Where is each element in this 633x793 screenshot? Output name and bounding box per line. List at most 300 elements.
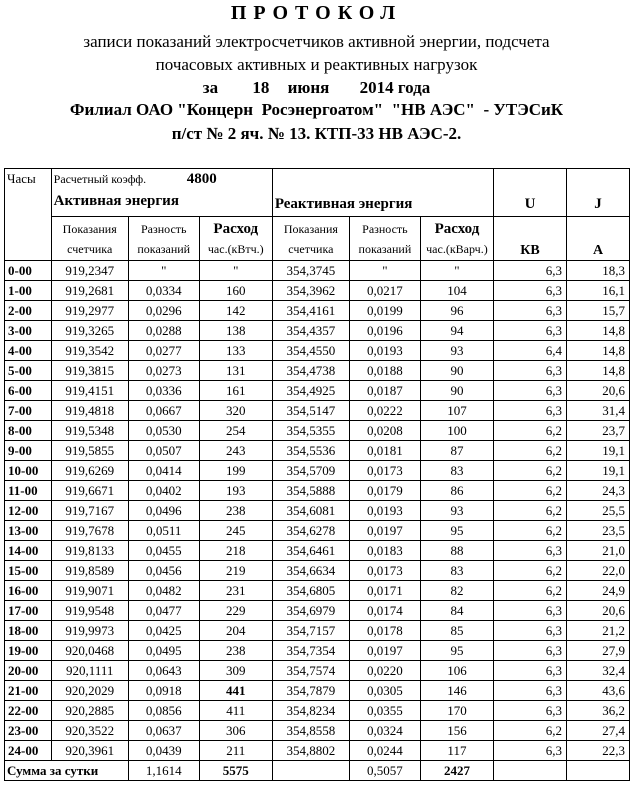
active-reading-cell: 919,5348 bbox=[51, 421, 128, 441]
current-cell: 43,6 bbox=[567, 681, 630, 701]
reactive-reading-cell: 354,6634 bbox=[272, 561, 349, 581]
active-flow-cell: 199 bbox=[199, 461, 272, 481]
u-header bbox=[493, 169, 566, 217]
active-readings-line2: счетчика bbox=[67, 241, 113, 256]
current-cell: 36,2 bbox=[567, 701, 630, 721]
active-diff-cell: 0,0495 bbox=[128, 641, 199, 661]
hour-cell: 11-00 bbox=[5, 481, 52, 501]
active-diff-line1: Разность bbox=[140, 221, 187, 236]
current-cell: 22,0 bbox=[567, 561, 630, 581]
table-row bbox=[5, 681, 630, 701]
active-flow-cell: 133 bbox=[199, 341, 272, 361]
current-cell: 18,3 bbox=[567, 261, 630, 281]
current-cell: 32,4 bbox=[567, 661, 630, 681]
active-flow-cell: 245 bbox=[199, 521, 272, 541]
reactive-diff-cell: 0,0244 bbox=[349, 741, 420, 761]
readings-table bbox=[4, 168, 630, 781]
voltage-cell: 6,3 bbox=[493, 261, 566, 281]
current-cell: 24,9 bbox=[567, 581, 630, 601]
reactive-flow-cell: " bbox=[420, 261, 493, 281]
active-flow-header bbox=[199, 217, 272, 261]
table-header bbox=[5, 169, 630, 261]
active-reading-cell: 919,3265 bbox=[51, 321, 128, 341]
table-row bbox=[5, 541, 630, 561]
current-cell: 14,8 bbox=[567, 321, 630, 341]
reactive-diff-header bbox=[349, 217, 420, 261]
active-flow-cell: 243 bbox=[199, 441, 272, 461]
active-reading-cell: 919,7678 bbox=[51, 521, 128, 541]
reactive-flow-cell: 170 bbox=[420, 701, 493, 721]
hour-cell: 23-00 bbox=[5, 721, 52, 741]
hour-cell: 15-00 bbox=[5, 561, 52, 581]
reactive-reading-cell: 354,6278 bbox=[272, 521, 349, 541]
active-reading-cell: 919,8133 bbox=[51, 541, 128, 561]
date-day: 18 bbox=[252, 78, 270, 97]
totals-reactive-diff: 0,5057 bbox=[349, 761, 420, 781]
reactive-flow-cell: 106 bbox=[420, 661, 493, 681]
current-cell: 27,9 bbox=[567, 641, 630, 661]
reactive-readings-line1: Показания bbox=[283, 221, 338, 236]
active-reading-cell: 919,4818 bbox=[51, 401, 128, 421]
active-diff-cell: 0,0439 bbox=[128, 741, 199, 761]
reactive-flow-cell: 90 bbox=[420, 361, 493, 381]
active-reading-cell: 920,1111 bbox=[51, 661, 128, 681]
active-flow-cell: 309 bbox=[199, 661, 272, 681]
current-cell: 23,5 bbox=[567, 521, 630, 541]
reactive-reading-cell: 354,5147 bbox=[272, 401, 349, 421]
hour-cell: 16-00 bbox=[5, 581, 52, 601]
totals-reactive-readings bbox=[272, 761, 349, 781]
reactive-flow-cell: 83 bbox=[420, 561, 493, 581]
active-reading-cell: 919,8589 bbox=[51, 561, 128, 581]
reactive-reading-cell: 354,8558 bbox=[272, 721, 349, 741]
reactive-diff-cell: 0,0197 bbox=[349, 521, 420, 541]
coef-label: Расчетный коэфф. bbox=[53, 172, 147, 186]
reactive-diff-line2: показаний bbox=[358, 241, 412, 256]
current-cell: 22,3 bbox=[567, 741, 630, 761]
reactive-flow-cell: 93 bbox=[420, 341, 493, 361]
voltage-cell: 6,2 bbox=[493, 501, 566, 521]
protocol-subtitle-line1: записи показаний электросчетчиков активной энергии, подсчета bbox=[83, 32, 550, 51]
table-row bbox=[5, 701, 630, 721]
reactive-reading-cell: 354,4161 bbox=[272, 301, 349, 321]
reactive-flow-cell: 117 bbox=[420, 741, 493, 761]
voltage-cell: 6,2 bbox=[493, 581, 566, 601]
active-reading-cell: 919,3542 bbox=[51, 341, 128, 361]
active-flow-cell: 204 bbox=[199, 621, 272, 641]
hour-cell: 12-00 bbox=[5, 501, 52, 521]
protocol-title: ПРОТОКОЛ bbox=[230, 2, 403, 24]
current-cell: 27,4 bbox=[567, 721, 630, 741]
table-row bbox=[5, 561, 630, 581]
reactive-reading-cell: 354,4550 bbox=[272, 341, 349, 361]
table-row bbox=[5, 661, 630, 681]
active-reading-cell: 920,2029 bbox=[51, 681, 128, 701]
reactive-flow-cell: 95 bbox=[420, 641, 493, 661]
active-reading-cell: 919,9973 bbox=[51, 621, 128, 641]
active-flow-cell: 131 bbox=[199, 361, 272, 381]
hour-cell: 6-00 bbox=[5, 381, 52, 401]
active-diff-cell: " bbox=[128, 261, 199, 281]
active-reading-cell: 920,2885 bbox=[51, 701, 128, 721]
active-diff-cell: 0,0334 bbox=[128, 281, 199, 301]
reactive-diff-cell: 0,0208 bbox=[349, 421, 420, 441]
j-unit: А bbox=[567, 217, 630, 261]
reactive-flow-cell: 86 bbox=[420, 481, 493, 501]
active-diff-cell: 0,0511 bbox=[128, 521, 199, 541]
table-row bbox=[5, 421, 630, 441]
voltage-cell: 6,3 bbox=[493, 401, 566, 421]
totals-reactive-flow: 2427 bbox=[420, 761, 493, 781]
table-row bbox=[5, 721, 630, 741]
reactive-diff-cell: 0,0193 bbox=[349, 341, 420, 361]
active-diff-cell: 0,0496 bbox=[128, 501, 199, 521]
hour-cell: 22-00 bbox=[5, 701, 52, 721]
active-reading-cell: 919,2347 bbox=[51, 261, 128, 281]
reactive-reading-cell: 354,4357 bbox=[272, 321, 349, 341]
branch-name: Филиал ОАО "Концерн Росэнергоатом" "НВ АЭС" - УТЭСиК bbox=[69, 100, 564, 119]
reactive-diff-cell: 0,0193 bbox=[349, 501, 420, 521]
active-diff-cell: 0,0277 bbox=[128, 341, 199, 361]
current-cell: 19,1 bbox=[567, 441, 630, 461]
table-row bbox=[5, 741, 630, 761]
voltage-cell: 6,3 bbox=[493, 641, 566, 661]
reactive-reading-cell: 354,4738 bbox=[272, 361, 349, 381]
voltage-cell: 6,3 bbox=[493, 281, 566, 301]
active-flow-cell: 219 bbox=[199, 561, 272, 581]
reactive-flow-cell: 83 bbox=[420, 461, 493, 481]
reactive-flow-cell: 90 bbox=[420, 381, 493, 401]
current-cell: 14,8 bbox=[567, 361, 630, 381]
active-diff-cell: 0,0414 bbox=[128, 461, 199, 481]
reactive-flow-cell: 95 bbox=[420, 521, 493, 541]
current-cell: 23,7 bbox=[567, 421, 630, 441]
active-diff-cell: 0,0402 bbox=[128, 481, 199, 501]
voltage-cell: 6,3 bbox=[493, 361, 566, 381]
date-prefix: за bbox=[202, 78, 219, 97]
table-row bbox=[5, 481, 630, 501]
reactive-diff-cell: 0,0196 bbox=[349, 321, 420, 341]
active-reading-cell: 919,7167 bbox=[51, 501, 128, 521]
active-reading-cell: 919,3815 bbox=[51, 361, 128, 381]
table-row bbox=[5, 281, 630, 301]
table-row bbox=[5, 401, 630, 421]
reactive-diff-cell: 0,0174 bbox=[349, 601, 420, 621]
table-row bbox=[5, 461, 630, 481]
reactive-diff-line1: Разность bbox=[362, 221, 408, 236]
active-energy-header bbox=[51, 169, 272, 217]
table-row bbox=[5, 261, 630, 281]
active-flow-cell: 238 bbox=[199, 501, 272, 521]
reactive-diff-cell: 0,0173 bbox=[349, 461, 420, 481]
active-reading-cell: 920,0468 bbox=[51, 641, 128, 661]
reactive-readings-line2: счетчика bbox=[288, 241, 334, 256]
hours-header: Часы bbox=[5, 169, 52, 261]
table-row bbox=[5, 601, 630, 621]
voltage-cell: 6,3 bbox=[493, 661, 566, 681]
active-flow-cell: 320 bbox=[199, 401, 272, 421]
hour-cell: 4-00 bbox=[5, 341, 52, 361]
active-diff-line2: показаний bbox=[137, 241, 191, 256]
current-cell: 16,1 bbox=[567, 281, 630, 301]
hour-cell: 3-00 bbox=[5, 321, 52, 341]
table-row bbox=[5, 581, 630, 601]
reactive-diff-cell: 0,0188 bbox=[349, 361, 420, 381]
voltage-cell: 6,2 bbox=[493, 421, 566, 441]
current-cell: 21,0 bbox=[567, 541, 630, 561]
reactive-diff-cell: 0,0179 bbox=[349, 481, 420, 501]
voltage-cell: 6,2 bbox=[493, 461, 566, 481]
active-diff-cell: 0,0336 bbox=[128, 381, 199, 401]
hour-cell: 10-00 bbox=[5, 461, 52, 481]
reactive-diff-cell: 0,0181 bbox=[349, 441, 420, 461]
reactive-diff-cell: 0,0187 bbox=[349, 381, 420, 401]
active-diff-cell: 0,0667 bbox=[128, 401, 199, 421]
current-cell: 21,2 bbox=[567, 621, 630, 641]
hour-cell: 17-00 bbox=[5, 601, 52, 621]
active-reading-cell: 919,2977 bbox=[51, 301, 128, 321]
u-unit: КВ bbox=[493, 217, 566, 261]
active-reading-cell: 919,4151 bbox=[51, 381, 128, 401]
reactive-flow-cell: 82 bbox=[420, 581, 493, 601]
active-diff-cell: 0,0637 bbox=[128, 721, 199, 741]
totals-active-flow: 5575 bbox=[199, 761, 272, 781]
reactive-diff-cell: 0,0178 bbox=[349, 621, 420, 641]
reactive-flow-line2: час.(кВарч.) bbox=[426, 241, 488, 256]
reactive-diff-cell: " bbox=[349, 261, 420, 281]
active-reading-cell: 919,6269 bbox=[51, 461, 128, 481]
reactive-flow-cell: 94 bbox=[420, 321, 493, 341]
u-label: U bbox=[524, 196, 536, 212]
current-cell: 31,4 bbox=[567, 401, 630, 421]
reactive-diff-cell: 0,0220 bbox=[349, 661, 420, 681]
active-diff-cell: 0,0643 bbox=[128, 661, 199, 681]
active-flow-cell: 142 bbox=[199, 301, 272, 321]
reactive-readings-header bbox=[272, 217, 349, 261]
protocol-date bbox=[0, 78, 633, 98]
voltage-cell: 6,3 bbox=[493, 381, 566, 401]
reactive-flow-cell: 84 bbox=[420, 601, 493, 621]
active-diff-cell: 0,0456 bbox=[128, 561, 199, 581]
table-row bbox=[5, 361, 630, 381]
active-diff-cell: 0,0455 bbox=[128, 541, 199, 561]
hour-cell: 18-00 bbox=[5, 621, 52, 641]
active-flow-line1: Расход bbox=[213, 220, 259, 237]
active-flow-cell: " bbox=[199, 261, 272, 281]
voltage-cell: 6,2 bbox=[493, 721, 566, 741]
active-diff-cell: 0,0918 bbox=[128, 681, 199, 701]
active-flow-cell: 193 bbox=[199, 481, 272, 501]
hour-cell: 21-00 bbox=[5, 681, 52, 701]
totals-active-diff: 1,1614 bbox=[128, 761, 199, 781]
active-flow-cell: 231 bbox=[199, 581, 272, 601]
reactive-diff-cell: 0,0324 bbox=[349, 721, 420, 741]
reactive-reading-cell: 354,6979 bbox=[272, 601, 349, 621]
hour-cell: 14-00 bbox=[5, 541, 52, 561]
active-diff-cell: 0,0296 bbox=[128, 301, 199, 321]
reactive-reading-cell: 354,5888 bbox=[272, 481, 349, 501]
hour-cell: 13-00 bbox=[5, 521, 52, 541]
voltage-cell: 6,3 bbox=[493, 301, 566, 321]
current-cell: 14,8 bbox=[567, 341, 630, 361]
protocol-subtitle-line2: почасовых активных и реактивных нагрузок bbox=[155, 55, 478, 74]
table-row bbox=[5, 341, 630, 361]
voltage-cell: 6,2 bbox=[493, 441, 566, 461]
table-row bbox=[5, 621, 630, 641]
active-flow-cell: 229 bbox=[199, 601, 272, 621]
active-flow-line2: час.(кВтч.) bbox=[207, 241, 264, 256]
reactive-flow-cell: 146 bbox=[420, 681, 493, 701]
active-reading-cell: 919,5855 bbox=[51, 441, 128, 461]
active-diff-cell: 0,0273 bbox=[128, 361, 199, 381]
reactive-diff-cell: 0,0171 bbox=[349, 581, 420, 601]
hour-cell: 19-00 bbox=[5, 641, 52, 661]
reactive-diff-cell: 0,0183 bbox=[349, 541, 420, 561]
active-reading-cell: 919,9071 bbox=[51, 581, 128, 601]
active-flow-cell: 254 bbox=[199, 421, 272, 441]
voltage-cell: 6,3 bbox=[493, 601, 566, 621]
active-flow-cell: 441 bbox=[199, 681, 272, 701]
hour-cell: 1-00 bbox=[5, 281, 52, 301]
active-flow-cell: 161 bbox=[199, 381, 272, 401]
active-diff-cell: 0,0482 bbox=[128, 581, 199, 601]
current-cell: 25,5 bbox=[567, 501, 630, 521]
active-reading-cell: 919,9548 bbox=[51, 601, 128, 621]
active-flow-cell: 411 bbox=[199, 701, 272, 721]
reactive-reading-cell: 354,6805 bbox=[272, 581, 349, 601]
active-diff-cell: 0,0507 bbox=[128, 441, 199, 461]
current-cell: 20,6 bbox=[567, 601, 630, 621]
reactive-flow-cell: 100 bbox=[420, 421, 493, 441]
reactive-flow-header bbox=[420, 217, 493, 261]
voltage-cell: 6,3 bbox=[493, 701, 566, 721]
active-flow-cell: 218 bbox=[199, 541, 272, 561]
table-body bbox=[5, 261, 630, 761]
coef-value: 4800 bbox=[186, 171, 217, 187]
substation-name: п/ст № 2 яч. № 13. КТП-33 НВ АЭС-2. bbox=[171, 124, 462, 143]
reactive-flow-cell: 107 bbox=[420, 401, 493, 421]
reactive-reading-cell: 354,4925 bbox=[272, 381, 349, 401]
active-reading-cell: 920,3522 bbox=[51, 721, 128, 741]
reactive-flow-line1: Расход bbox=[434, 220, 480, 237]
reactive-reading-cell: 354,3962 bbox=[272, 281, 349, 301]
date-year: 2014 года bbox=[359, 78, 431, 97]
reactive-reading-cell: 354,7354 bbox=[272, 641, 349, 661]
reactive-reading-cell: 354,5536 bbox=[272, 441, 349, 461]
active-reading-cell: 920,3961 bbox=[51, 741, 128, 761]
active-diff-cell: 0,0288 bbox=[128, 321, 199, 341]
totals-u bbox=[493, 761, 566, 781]
reactive-flow-cell: 88 bbox=[420, 541, 493, 561]
reactive-flow-cell: 96 bbox=[420, 301, 493, 321]
active-diff-cell: 0,0425 bbox=[128, 621, 199, 641]
active-diff-cell: 0,0530 bbox=[128, 421, 199, 441]
reactive-reading-cell: 354,7879 bbox=[272, 681, 349, 701]
reactive-reading-cell: 354,7574 bbox=[272, 661, 349, 681]
hour-cell: 20-00 bbox=[5, 661, 52, 681]
reactive-diff-cell: 0,0197 bbox=[349, 641, 420, 661]
table-row bbox=[5, 441, 630, 461]
hour-cell: 9-00 bbox=[5, 441, 52, 461]
reactive-reading-cell: 354,5709 bbox=[272, 461, 349, 481]
voltage-cell: 6,3 bbox=[493, 681, 566, 701]
active-reading-cell: 919,6671 bbox=[51, 481, 128, 501]
current-cell: 20,6 bbox=[567, 381, 630, 401]
current-cell: 15,7 bbox=[567, 301, 630, 321]
reactive-flow-cell: 85 bbox=[420, 621, 493, 641]
active-readings-header bbox=[51, 217, 128, 261]
active-diff-cell: 0,0856 bbox=[128, 701, 199, 721]
active-energy-label: Активная энергия bbox=[53, 193, 179, 209]
voltage-cell: 6,2 bbox=[493, 521, 566, 541]
table-row bbox=[5, 501, 630, 521]
voltage-cell: 6,3 bbox=[493, 541, 566, 561]
reactive-reading-cell: 354,8234 bbox=[272, 701, 349, 721]
active-flow-cell: 138 bbox=[199, 321, 272, 341]
reactive-diff-cell: 0,0355 bbox=[349, 701, 420, 721]
reactive-energy-label: Реактивная энергия bbox=[274, 196, 413, 212]
reactive-diff-cell: 0,0173 bbox=[349, 561, 420, 581]
hour-cell: 24-00 bbox=[5, 741, 52, 761]
date-month: июня bbox=[287, 78, 330, 97]
active-flow-cell: 238 bbox=[199, 641, 272, 661]
voltage-cell: 6,3 bbox=[493, 741, 566, 761]
active-diff-cell: 0,0477 bbox=[128, 601, 199, 621]
hour-cell: 2-00 bbox=[5, 301, 52, 321]
active-flow-cell: 160 bbox=[199, 281, 272, 301]
hour-cell: 5-00 bbox=[5, 361, 52, 381]
table-row bbox=[5, 641, 630, 661]
table-row bbox=[5, 521, 630, 541]
totals-j bbox=[567, 761, 630, 781]
j-label: J bbox=[594, 196, 602, 212]
voltage-cell: 6,4 bbox=[493, 341, 566, 361]
reactive-reading-cell: 354,6081 bbox=[272, 501, 349, 521]
active-diff-header bbox=[128, 217, 199, 261]
reactive-diff-cell: 0,0199 bbox=[349, 301, 420, 321]
voltage-cell: 6,2 bbox=[493, 481, 566, 501]
voltage-cell: 6,3 bbox=[493, 321, 566, 341]
totals-label: Сумма за сутки bbox=[5, 761, 129, 781]
table-row bbox=[5, 381, 630, 401]
current-cell: 19,1 bbox=[567, 461, 630, 481]
reactive-diff-cell: 0,0217 bbox=[349, 281, 420, 301]
reactive-diff-cell: 0,0305 bbox=[349, 681, 420, 701]
table-row bbox=[5, 321, 630, 341]
table-row bbox=[5, 301, 630, 321]
reactive-flow-cell: 87 bbox=[420, 441, 493, 461]
active-flow-cell: 211 bbox=[199, 741, 272, 761]
active-flow-cell: 306 bbox=[199, 721, 272, 741]
reactive-reading-cell: 354,8802 bbox=[272, 741, 349, 761]
reactive-reading-cell: 354,6461 bbox=[272, 541, 349, 561]
active-readings-line1: Показания bbox=[62, 221, 117, 236]
j-header bbox=[567, 169, 630, 217]
reactive-flow-cell: 156 bbox=[420, 721, 493, 741]
reactive-flow-cell: 93 bbox=[420, 501, 493, 521]
reactive-reading-cell: 354,7157 bbox=[272, 621, 349, 641]
reactive-flow-cell: 104 bbox=[420, 281, 493, 301]
hour-cell: 7-00 bbox=[5, 401, 52, 421]
reactive-reading-cell: 354,3745 bbox=[272, 261, 349, 281]
hour-cell: 8-00 bbox=[5, 421, 52, 441]
current-cell: 24,3 bbox=[567, 481, 630, 501]
reactive-energy-header bbox=[272, 169, 493, 217]
reactive-reading-cell: 354,5355 bbox=[272, 421, 349, 441]
voltage-cell: 6,2 bbox=[493, 561, 566, 581]
reactive-diff-cell: 0,0222 bbox=[349, 401, 420, 421]
table-footer bbox=[5, 761, 630, 781]
